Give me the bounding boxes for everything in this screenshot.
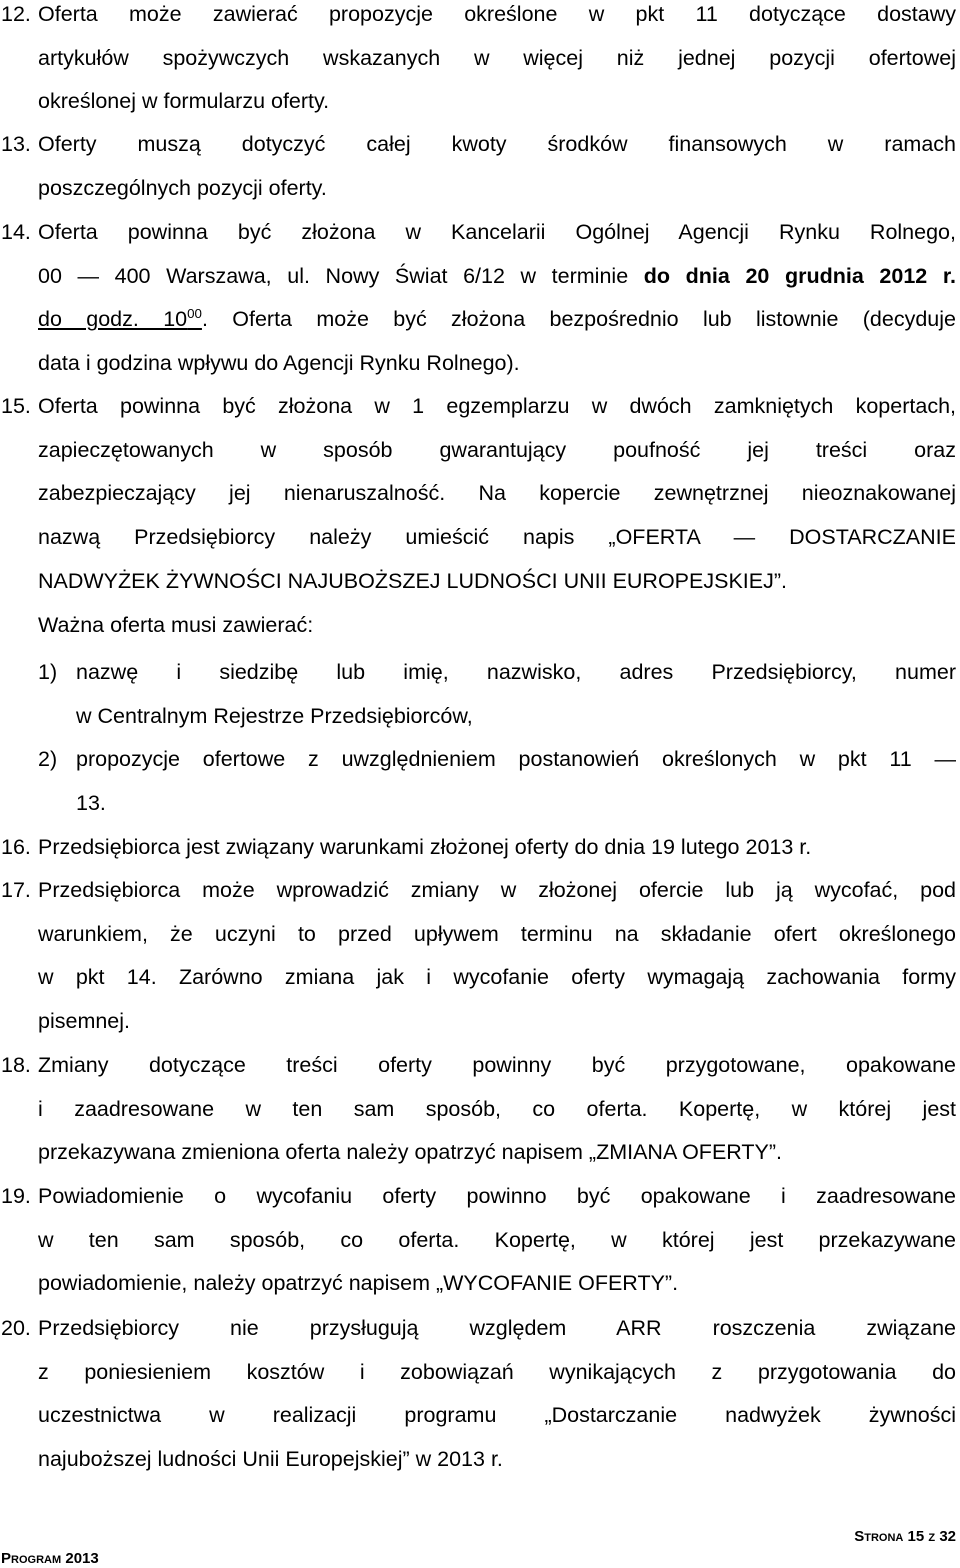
item-13 — [0, 123, 956, 210]
item-20 — [0, 1307, 956, 1482]
text-line: i zaadresowane w ten sam sposób, co oferta. Kopertę, w której jest — [38, 1096, 956, 1121]
text-line: Przedsiębiorca może wprowadzić zmiany w złożonej ofercie lub ją wycofać, pod — [38, 878, 956, 902]
item-number: 19. — [1, 1184, 31, 1208]
text-line: nazwą Przedsiębiorcy należy umieścić napis „OFERTA — DOSTARCZANIE — [38, 525, 956, 550]
text-line: uczestnictwa w realizacji programu „Dostarczanie nadwyżek żywności — [38, 1403, 956, 1428]
text-line: poszczególnych pozycji oferty. — [38, 175, 327, 200]
program-label — [1, 1550, 99, 1567]
text-line: najuboższej ludności Unii Europejskiej” w 2013 r. — [38, 1447, 503, 1472]
text-line: Zmiany dotyczące treści oferty powinny być przygotowane, opakowane — [38, 1053, 956, 1077]
item-18 — [0, 1044, 956, 1175]
item-16 — [0, 826, 956, 870]
item-number: 20. — [1, 1316, 31, 1340]
text-line: zapieczętowanych w sposób gwarantujący poufność jej treści oraz — [38, 437, 956, 462]
text-line: przekazywana zmieniona oferta należy opatrzyć napisem „ZMIANA OFERTY”. — [38, 1140, 783, 1165]
text-line: warunkiem, że uczyni to przed upływem terminu na składanie ofert określonego — [38, 921, 956, 946]
program-label-text: PROGRAM 2013 — [1, 1550, 99, 1567]
text-line — [38, 255, 956, 299]
item-number: 17. — [1, 878, 31, 902]
item-15 — [0, 385, 956, 647]
text-line — [38, 298, 956, 342]
item-number: 15. — [1, 394, 31, 418]
deadline-minutes: 00 — [187, 306, 202, 322]
item-14 — [0, 211, 956, 386]
text-line: Oferta powinna być złożona w 1 egzemplarzu w dwóch zamkniętych kopertach, — [38, 394, 956, 418]
sub-item-number: 2) — [38, 747, 58, 771]
deadline-hour: do godz. 10 — [38, 307, 188, 332]
sub-item-number: 1) — [38, 660, 58, 684]
sub-item-1 — [38, 651, 956, 738]
page-number-text: STRONA 15 Z 32 — [854, 1528, 956, 1545]
item-number: 12. — [1, 2, 31, 26]
text-line: Przedsiębiorca jest związany warunkami złożonej oferty do dnia 19 lutego 2013 r. — [38, 835, 812, 859]
text-line: artykułów spożywczych wskazanych w więcej niż jednej pozycji ofertowej — [38, 45, 956, 70]
item-19 — [0, 1175, 956, 1306]
text-line: data i godzina wpływu do Agencji Rynku Rolnego). — [38, 351, 520, 376]
page-number — [0, 1528, 956, 1545]
item-number: 18. — [1, 1053, 31, 1077]
text-segment: 00 — 400 Warszawa, ul. Nowy Świat 6/12 w terminie — [38, 263, 644, 288]
text-line: w Centralnym Rejestrze Przedsiębiorców, — [76, 703, 473, 728]
text-line: 13. — [76, 790, 106, 815]
text-line: Oferta może zawierać propozycje określone w pkt 11 dotyczące dostawy — [38, 2, 956, 26]
item-12 — [0, 0, 956, 124]
text-line: Przedsiębiorcy nie przysługują względem ARR roszczenia związane — [38, 1316, 956, 1340]
text-line: Oferta powinna być złożona w Kancelarii Ogólnej Agencji Rynku Rolnego, — [38, 220, 956, 244]
item-number: 16. — [1, 835, 31, 859]
text-line: określonej w formularzu oferty. — [38, 89, 330, 114]
text-line: Ważna oferta musi zawierać: — [38, 612, 314, 637]
text-line: z poniesieniem kosztów i zobowiązań wynikających z przygotowania do — [38, 1359, 956, 1384]
text-line: nazwę i siedzibę lub imię, nazwisko, adres Przedsiębiorcy, numer — [76, 660, 956, 684]
text-segment: . Oferta może być złożona bezpośrednio lub listownie (decyduje — [201, 307, 956, 332]
deadline-time — [38, 307, 202, 331]
text-line: pisemnej. — [38, 1009, 131, 1034]
text-line: powiadomienie, należy opatrzyć napisem „WYCOFANIE OFERTY”. — [38, 1271, 679, 1296]
text-line: NADWYŻEK ŻYWNOŚCI NAJUBOŻSZEJ LUDNOŚCI UNII EUROPEJSKIEJ”. — [38, 568, 787, 593]
deadline-date: do dnia 20 grudnia 2012 r. — [643, 263, 956, 288]
text-line: w pkt 14. Zarówno zmiana jak i wycofanie oferty wymagają zachowania formy — [38, 965, 956, 990]
text-line: propozycje ofertowe z uwzględnieniem postanowień określonych w pkt 11 — — [76, 747, 956, 771]
item-number: 13. — [1, 132, 31, 156]
text-line: Oferty muszą dotyczyć całej kwoty środków finansowych w ramach — [38, 132, 956, 156]
text-line: w ten sam sposób, co oferta. Kopertę, w której jest przekazywane — [38, 1227, 956, 1252]
text-line: Powiadomienie o wycofaniu oferty powinno być opakowane i zaadresowane — [38, 1184, 956, 1208]
sub-item-2 — [38, 738, 956, 825]
item-number: 14. — [1, 220, 31, 244]
text-line: zabezpieczający jej nienaruszalność. Na kopercie zewnętrznej nieoznakowanej — [38, 481, 956, 506]
item-17 — [0, 869, 956, 1044]
